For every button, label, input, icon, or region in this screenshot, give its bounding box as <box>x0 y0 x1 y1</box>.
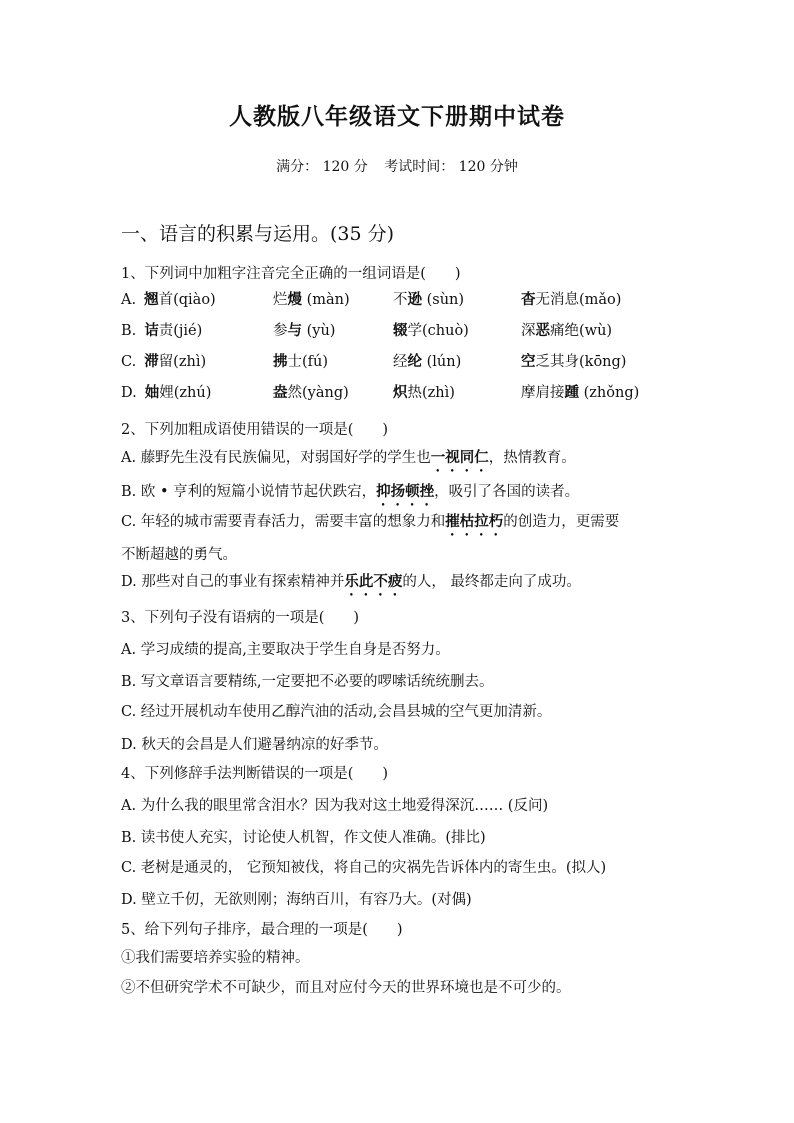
question-3-option-d: D. 秋天的会昌是人们避暑纳凉的好季节。 <box>121 737 388 753</box>
pinyin-text: (yù) <box>302 323 336 339</box>
question-1-option-b-word <box>273 319 335 340</box>
question-2-option-d <box>121 570 581 599</box>
option-label: B. <box>121 323 137 339</box>
option-text: B. 欧 • 亨利的短篇小说情节起伏跌宕， <box>121 484 377 500</box>
question-5-sentence-1: ①我们需要培养实验的精神。 <box>121 950 310 966</box>
bold-character: 妯 <box>144 384 160 401</box>
question-2-option-a <box>121 446 576 475</box>
bold-character: 恶 <box>535 322 550 339</box>
pinyin-text: (màn) <box>302 292 350 308</box>
question-1-option-b-word <box>121 319 202 340</box>
question-2-option-c-continued: 不断超越的勇气。 <box>121 547 237 563</box>
question-1-option-d-word <box>521 381 639 402</box>
question-3-option-b: B. 写文章语言要精练,一定要把不必要的啰嗦话统统删去。 <box>121 674 494 690</box>
question-1-option-a-word <box>393 288 464 309</box>
question-5-stem: 5、给下列句子排序，最合理的一项是( ) <box>121 922 403 938</box>
option-label: A. <box>121 292 137 308</box>
question-1-option-a-word <box>121 288 216 309</box>
section-heading: 一、语言的积累与运用。(35 分) <box>121 223 395 245</box>
bold-character: 踵 <box>564 384 579 401</box>
question-4-option-d: D. 壁立千仞，无欲则刚；海纳百川，有容乃大。(对偶) <box>121 892 472 908</box>
idiom: 乐此不疲 <box>344 573 403 590</box>
question-4-stem: 4、下列修辞手法判断错误的一项是( ) <box>121 766 389 782</box>
bold-character: 盎 <box>273 384 288 401</box>
bold-character: 逊 <box>407 291 422 308</box>
question-4-option-c: C. 老树是通灵的， 它预知被伐，将自己的灾祸先告诉体内的寄生虫。(拟人) <box>121 860 607 876</box>
bold-character: 炽 <box>393 384 408 401</box>
word-text: 经 <box>393 354 408 370</box>
question-3-option-c: C. 经过开展机动车使用乙醇汽油的活动,会昌县城的空气更加清新。 <box>121 704 552 720</box>
question-1-stem: 1、下列词中加粗字注音完全正确的一组词语是( ) <box>121 266 461 282</box>
question-4-option-b: B. 读书使人充实，讨论使人机智，作文使人准确。(排比) <box>121 830 486 846</box>
pinyin-text: 士(fú) <box>287 354 329 370</box>
pinyin-text: (sùn) <box>422 292 465 308</box>
word-text: 参 <box>273 323 288 339</box>
question-1-option-a-word <box>273 288 350 309</box>
exam-time: 考试时间： 120 分钟 <box>384 159 518 175</box>
pinyin-text: (lún) <box>422 354 462 370</box>
question-1-option-d-word <box>273 381 349 402</box>
full-score: 满分： 120 分 <box>276 159 368 175</box>
bold-character: 拂 <box>273 353 288 370</box>
question-2-stem: 2、下列加粗成语使用错误的一项是( ) <box>121 422 389 438</box>
bold-character: 滞 <box>144 353 159 370</box>
question-1-option-a-word <box>521 288 621 309</box>
question-2-option-c <box>121 510 619 539</box>
pinyin-text: 留(zhì) <box>158 354 207 370</box>
idiom: 一视同仁 <box>430 449 489 466</box>
pinyin-text: 责(jié) <box>158 323 203 339</box>
option-text: A. 藤野先生没有民族偏见，对弱国好学的学生也 <box>121 450 431 466</box>
pinyin-text: 乏其身(kōng) <box>535 354 627 370</box>
exam-meta <box>0 156 794 176</box>
pinyin-text: (zhǒng) <box>579 385 640 401</box>
question-2-option-b <box>121 480 579 509</box>
word-text: 不 <box>393 292 408 308</box>
question-1-option-c-word <box>121 350 206 371</box>
option-label: D. <box>121 385 137 401</box>
pinyin-text: 热(zhì) <box>407 385 455 401</box>
question-1-option-b-word <box>521 319 612 340</box>
question-1-option-c-word <box>393 350 461 371</box>
bold-character: 翘 <box>144 291 159 308</box>
question-1-option-d-word <box>393 381 455 402</box>
question-1-option-d-word <box>121 381 211 402</box>
question-1-option-b-word <box>393 319 469 340</box>
bold-character: 与 <box>287 322 302 339</box>
word-text: 烂 <box>273 292 288 308</box>
bold-character: 熳 <box>287 291 302 308</box>
pinyin-text: 学(chuò) <box>407 323 469 339</box>
question-1-option-c-word <box>273 350 328 371</box>
option-text: C. 年轻的城市需要青春活力，需要丰富的想象力和 <box>121 514 446 530</box>
option-text: D. 那些对自己的事业有探索精神并 <box>121 574 345 590</box>
page-title: 人教版八年级语文下册期中试卷 <box>229 103 565 130</box>
pinyin-text: 娌(zhú) <box>159 385 212 401</box>
idiom: 摧枯拉朽 <box>445 513 504 530</box>
pinyin-text: 无消息(mǎo) <box>535 292 622 308</box>
bold-character: 纶 <box>407 353 422 370</box>
bold-character: 辍 <box>393 322 408 339</box>
bold-character: 杳 <box>521 291 536 308</box>
question-4-option-a: A. 为什么我的眼里常含泪水？因为我对这土地爱得深沉…… (反问) <box>121 798 549 814</box>
option-text: ，吸引了各国的读者。 <box>434 484 580 500</box>
question-5-sentence-2: ②不但研究学术不可缺少，而且对应付今天的世界环境也是不可少的。 <box>121 980 571 996</box>
pinyin-text: 然(yàng) <box>287 385 349 401</box>
bold-character: 诘 <box>144 322 159 339</box>
option-label: C. <box>121 354 137 370</box>
question-3-stem: 3、下列句子没有语病的一项是( ) <box>121 610 360 626</box>
pinyin-text: 痛绝(wù) <box>550 323 613 339</box>
option-text: ，热情教育。 <box>488 450 576 466</box>
option-text: 的创造力，更需要 <box>503 514 620 530</box>
question-3-option-a: A. 学习成绩的提高,主要取决于学生自身是否努力。 <box>121 642 450 658</box>
bold-character: 空 <box>521 353 536 370</box>
pinyin-text: 首(qiào) <box>158 292 216 308</box>
idiom: 抑扬顿挫 <box>376 483 435 500</box>
option-text: 的人， 最终都走向了成功。 <box>402 574 581 590</box>
question-1-option-c-word <box>521 350 626 371</box>
word-text: 摩肩接 <box>521 385 565 401</box>
word-text: 深 <box>521 323 536 339</box>
